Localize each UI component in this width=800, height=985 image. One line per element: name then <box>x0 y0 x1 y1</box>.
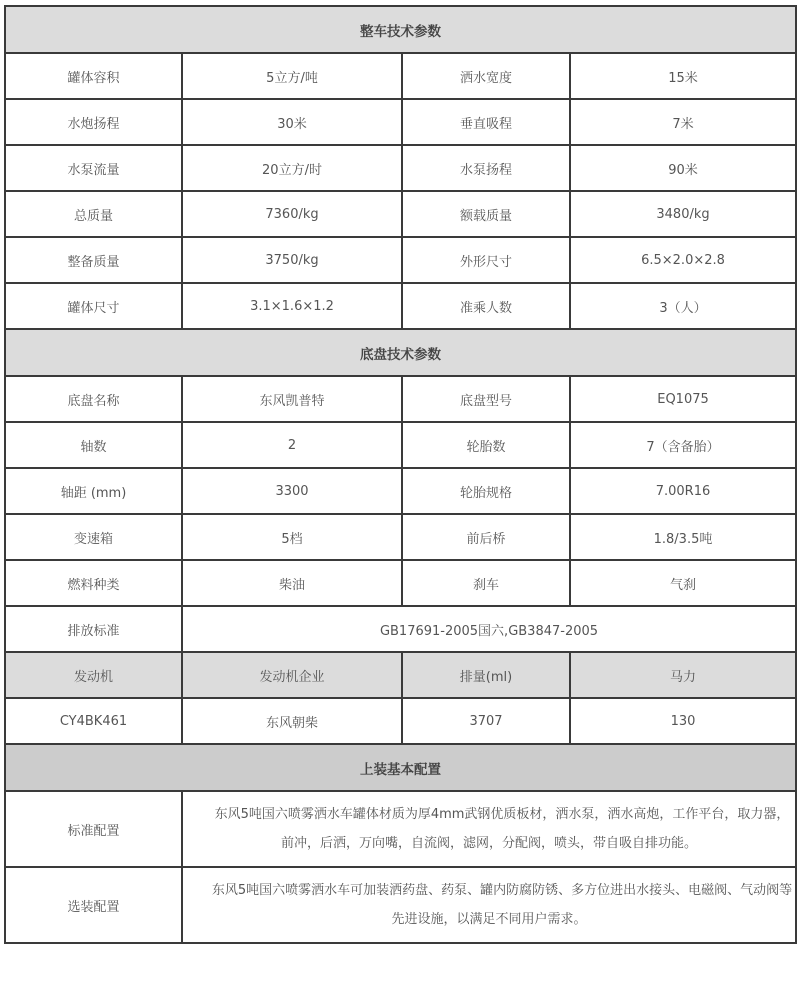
engine-value-row <box>5 698 796 744</box>
param-label: 罐体尺寸 <box>5 283 182 329</box>
param-value: 3480/kg <box>570 191 796 237</box>
table-row <box>5 468 796 514</box>
param-label: 刹车 <box>402 560 570 606</box>
param-value: 5立方/吨 <box>182 53 402 99</box>
emission-row <box>5 606 796 652</box>
param-value: 2 <box>182 422 402 468</box>
section-title: 整车技术参数 <box>5 6 796 53</box>
param-label: 额载质量 <box>402 191 570 237</box>
table-row <box>5 376 796 422</box>
param-label: 底盘型号 <box>402 376 570 422</box>
param-label: 底盘名称 <box>5 376 182 422</box>
param-value: 气刹 <box>570 560 796 606</box>
param-label: 准乘人数 <box>402 283 570 329</box>
param-label: 总质量 <box>5 191 182 237</box>
table-row <box>5 514 796 560</box>
column-header: 发动机企业 <box>182 652 402 698</box>
table-row <box>5 283 796 329</box>
param-value: CY4BK461 <box>5 698 182 744</box>
param-value: 3750/kg <box>182 237 402 283</box>
table-row <box>5 145 796 191</box>
param-label: 轴距 (mm) <box>5 468 182 514</box>
column-header: 马力 <box>570 652 796 698</box>
param-label: 轴数 <box>5 422 182 468</box>
section-title: 底盘技术参数 <box>5 329 796 376</box>
spec-table <box>4 5 797 944</box>
param-label: 罐体容积 <box>5 53 182 99</box>
config-text-content: 东风5吨国六喷雾洒水车可加装洒药盘、药泵、罐内防腐防锈、多方位进出水接头、电磁阀、气动阀等先进设施，以满足不同用户需求。 <box>211 883 793 927</box>
param-value: 90米 <box>570 145 796 191</box>
config-text <box>182 791 796 867</box>
param-label: 变速箱 <box>5 514 182 560</box>
param-value: 30米 <box>182 99 402 145</box>
param-label: 轮胎规格 <box>402 468 570 514</box>
param-value: 柴油 <box>182 560 402 606</box>
config-label: 标准配置 <box>5 791 182 867</box>
column-header: 发动机 <box>5 652 182 698</box>
param-value: EQ1075 <box>570 376 796 422</box>
config-text <box>182 867 796 943</box>
config-row <box>5 791 796 867</box>
config-label: 选装配置 <box>5 867 182 943</box>
param-value: 3707 <box>402 698 570 744</box>
param-value: 5档 <box>182 514 402 560</box>
param-value: 7.00R16 <box>570 468 796 514</box>
param-label: 轮胎数 <box>402 422 570 468</box>
param-label: 水泵流量 <box>5 145 182 191</box>
param-value: 20立方/时 <box>182 145 402 191</box>
param-label: 前后桥 <box>402 514 570 560</box>
section-title: 上装基本配置 <box>5 744 796 791</box>
param-label: 排放标准 <box>5 606 182 652</box>
section-header-chassis <box>5 329 796 376</box>
param-label: 垂直吸程 <box>402 99 570 145</box>
param-value: 15米 <box>570 53 796 99</box>
table-row <box>5 99 796 145</box>
table-row <box>5 560 796 606</box>
param-label: 水泵扬程 <box>402 145 570 191</box>
param-label: 洒水宽度 <box>402 53 570 99</box>
table-row <box>5 191 796 237</box>
param-value: 7米 <box>570 99 796 145</box>
param-label: 外形尺寸 <box>402 237 570 283</box>
param-value: 东风凯普特 <box>182 376 402 422</box>
section-header-vehicle <box>5 6 796 53</box>
param-value: 3300 <box>182 468 402 514</box>
config-text-content: 东风5吨国六喷雾洒水车罐体材质为厚4mm武钢优质板材，洒水泵，洒水高炮，工作平台，取力器，前冲，后洒，万向嘴，自流阀，滤网，分配阀，喷头，带自吸自排功能。 <box>214 807 790 851</box>
param-label: 燃料种类 <box>5 560 182 606</box>
table-row <box>5 237 796 283</box>
config-row <box>5 867 796 943</box>
param-label: 整备质量 <box>5 237 182 283</box>
column-header: 排量(ml) <box>402 652 570 698</box>
param-value: 3（人） <box>570 283 796 329</box>
param-value: 3.1×1.6×1.2 <box>182 283 402 329</box>
table-row <box>5 53 796 99</box>
param-value: 1.8/3.5吨 <box>570 514 796 560</box>
section-header-config <box>5 744 796 791</box>
param-label: 水炮扬程 <box>5 99 182 145</box>
engine-header-row <box>5 652 796 698</box>
param-value: 东风朝柴 <box>182 698 402 744</box>
param-value: GB17691-2005国六,GB3847-2005 <box>182 606 796 652</box>
param-value: 7360/kg <box>182 191 402 237</box>
table-row <box>5 422 796 468</box>
param-value: 7（含备胎） <box>570 422 796 468</box>
param-value: 130 <box>570 698 796 744</box>
param-value: 6.5×2.0×2.8 <box>570 237 796 283</box>
